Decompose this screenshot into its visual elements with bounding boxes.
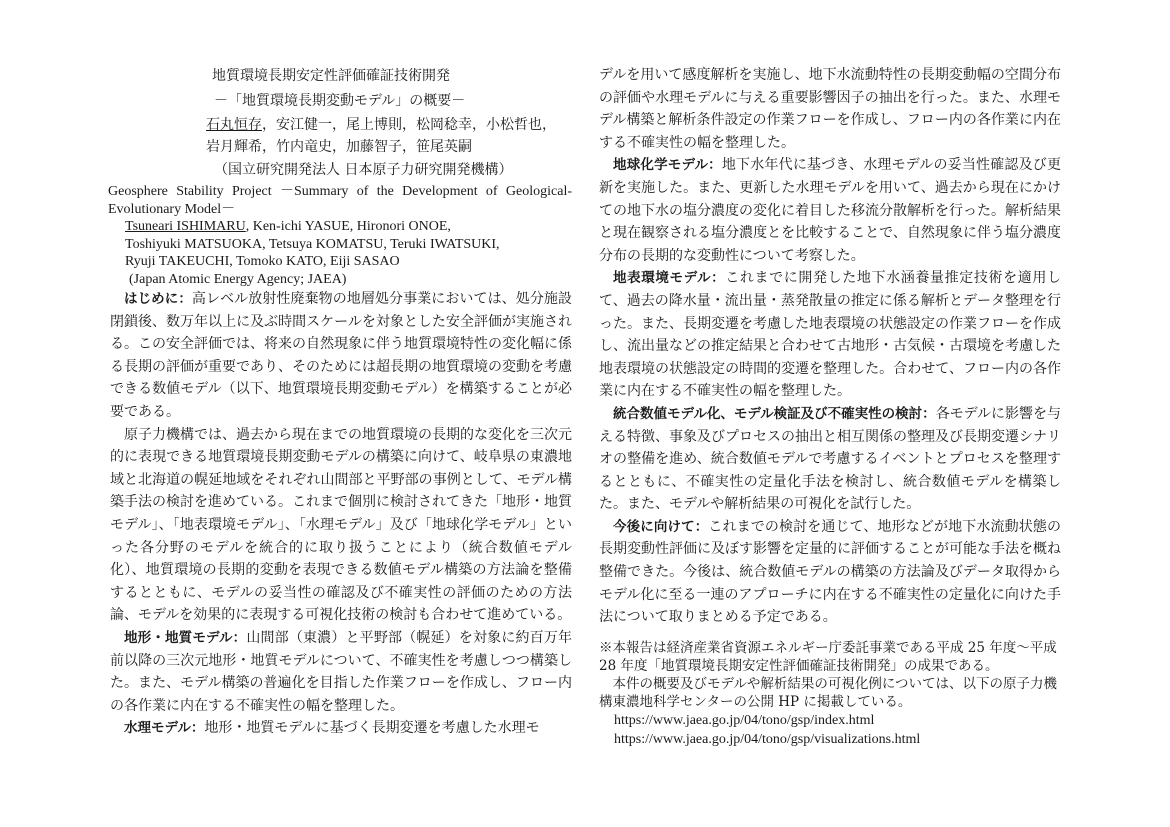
first-author-jp: 石丸恒存	[206, 117, 262, 133]
authors-jp	[110, 114, 572, 158]
geo-model-paragraph	[110, 627, 572, 717]
surface-model-paragraph	[599, 267, 1061, 403]
english-header	[110, 183, 572, 288]
intro-paragraph	[110, 288, 572, 424]
surface-model-text: これまでに開発した地下水涵養量推定技術を適用して、過去の降水量・流出量・蒸発散量の推定に係る解析とデータ整理を行った。また、長期変遷を考慮した地表環境の状態設定の作業フローを作成し、流出量などの推定結果と合わせて古地形・古気候・古環境を考慮した地表環境の状態設定の時間的変遷を整理した。合わせて、フロー内の各作業に内在する不確実性の幅を整理した。	[599, 270, 1062, 400]
future-heading: 今後に向けて：	[613, 518, 709, 535]
authors-en-line3: Ryuji TAKEUCHI, Tomoko KATO, Eiji SASAO	[125, 254, 400, 269]
integration-text: 各モデルに影響を与える特徴、事象及びプロセスの抽出と相互関係の整理及び長期変遷シナリオの整備を進め、統合数値モデルで考慮するイベントとプロセスを整理するとともに、不確実性の定量化手法を検討し、統合数値モデルを構築した。また、モデルや解析結果の可視化を試行した。	[599, 405, 1061, 513]
future-text: これまでの検討を通じて、地形などが地下水流動状態の長期変動性評価に及ぼす影響を定量的に評価することが可能な手法を概ね整備できた。今後は、統合数値モデルの構築の方法論及びデータ取得からモデル化に至る一連のアプローチに内在する不確実性の定量化に向けた手法について取りまとめる予定である。	[599, 518, 1062, 626]
authors-jp-line2: 岩月輝希，竹内竜史，加藤智子，笹尾英嗣	[206, 139, 472, 155]
integration-heading: 統合数値モデル化、モデル検証及び不確実性の検討：	[613, 405, 936, 422]
intro-heading: はじめに：	[124, 291, 192, 307]
right-column	[599, 64, 1061, 749]
hydro-model-text-start: 地形・地質モデルに基づく長期変遷を考慮した水理モ	[204, 720, 540, 737]
intro-text: 高レベル放射性廃棄物の地層処分事業においては、処分施設閉鎖後、数万年以上に及ぶ時間スケールを対象とした安全評価が実施される。この安全評価では、将来の自然現象に伴う地質環境特性の変化幅に係る長期の評価が重要であり、そのためには超長期の地質環境の変動を考慮できる数値モデル（以下、地質環境長期変動モデル）を構築することが必要である。	[110, 291, 573, 420]
url-index[interactable]: https://www.jaea.go.jp/04/tono/gsp/index.html	[614, 712, 875, 728]
surface-model-heading: 地表環境モデル：	[613, 270, 726, 287]
url-visualizations[interactable]: https://www.jaea.go.jp/04/tono/gsp/visualizations.html	[614, 731, 921, 747]
hydro-model-paragraph-start	[110, 717, 572, 740]
chem-model-text: 地下水年代に基づき、水理モデルの妥当性確認及び更新を実施した。また、更新した水理モデルを用いて、過去から現在にかけての地下水の塩分濃度の変化に着目した移流分散解析を行った。解析結果と現在観察される塩分濃度とを比較することで、自然現象に伴う塩分濃度分布の長期的な変動性について考察した。	[599, 157, 1061, 264]
chem-model-paragraph	[599, 154, 1061, 267]
left-column	[110, 64, 572, 740]
geo-model-text: 山間部（東濃）と平野部（幌延）を対象に約百万年前以降の三次元地形・地質モデルについて、不確実性を考慮しつつ構築した。また、モデル構築の普遍化を目指した作業フローを作成し、フロー内の各作業に内在する不確実性の幅を整理した。	[110, 629, 572, 714]
chem-model-heading: 地球化学モデル：	[613, 157, 722, 174]
authors-en	[110, 218, 572, 271]
authors-en-line2: Toshiyuki MATSUOKA, Tetsuya KOMATSU, Teruki IWATSUKI,	[125, 236, 500, 252]
title-jp: 地質環境長期安定性評価確証技術開発	[212, 68, 450, 84]
title-en: Geosphere Stability Project －Summary of the Development of Geological-Evolutionary Model－	[108, 184, 572, 217]
hydro-model-heading: 水理モデル：	[124, 720, 205, 737]
first-author-en: Tsuneari ISHIMARU	[125, 219, 246, 234]
integration-paragraph	[599, 403, 1061, 516]
hydro-model-text-cont: デルを用いて感度解析を実施し、地下水流動特性の長期変動幅の空間分布の評価や水理モデルに与える重要影響因子の抽出を行った。また、水理モデル構築と解析条件設定の作業フローを作成し、フロー内の各作業に内在する不確実性の幅を整理した。	[599, 67, 1061, 151]
website-note: 本件の概要及びモデルや解析結果の可視化例については、以下の原子力機構東濃地科学センターの公開 HP に掲載している。	[599, 675, 1058, 710]
intro-paragraph-2: 原子力機構では、過去から現在までの地質環境の長期的な変化を三次元的に表現できる地質環境長期変動モデルの構築に向けて、岐阜県の東濃地域と北海道の幌延地域をそれぞれ山間部と平野部の事例として、モデル構築手法の検討を進めている。これまで個別に検討されてきた「地形・地質モデル」、「地表環境モデル」、「水理モデル」及び「地球化学モデル」といった各分野のモデルを統合的に取り扱うことにより（統合数値モデル化）、地質環境の長期的変動を表現できる数値モデル構築の方法論を整備するとともに、モデルの妥当性の確認及び不確実性の評価のための方法論、モデルを効果的に表現する可視化技術の検討も合わせて進めている。	[110, 426, 572, 624]
spacer	[599, 629, 1061, 639]
affiliation-en: (Japan Atomic Energy Agency; JAEA)	[129, 271, 347, 287]
authors-en-rest: , Ken-ichi YASUE, Hironori ONOE,	[245, 219, 451, 234]
affiliation-jp: （国立研究開発法人 日本原子力研究開発機構）	[214, 162, 513, 178]
subtitle-jp: －「地質環境長期変動モデル」の概要－	[214, 93, 466, 109]
funding-note: ※本報告は経済産業省資源エネルギー庁委託事業である平成 25 年度～平成 28 年度「地質環境長期安定性評価確証技術開発」の成果である。	[599, 639, 1057, 674]
future-paragraph	[599, 516, 1061, 629]
geo-model-heading: 地形・地質モデル：	[124, 629, 247, 646]
authors-jp-rest: ，安江健一，尾上博則，松岡稔幸，小松哲也，	[262, 117, 556, 133]
